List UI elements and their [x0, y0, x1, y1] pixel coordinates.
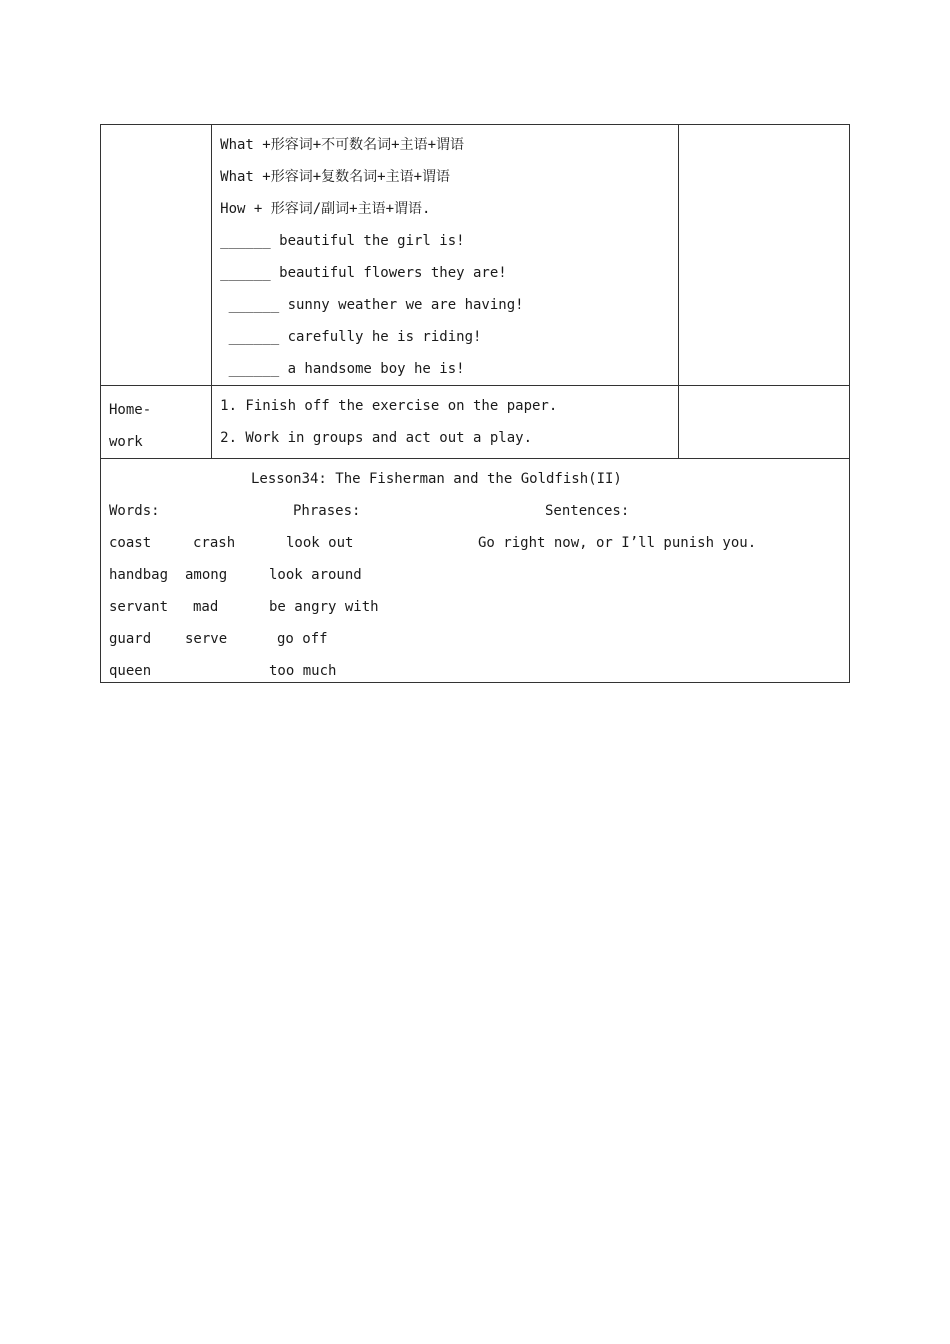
homework-label-cell: [101, 386, 212, 459]
lesson-plan-table: [100, 124, 850, 683]
lesson-title: Lesson34: The Fisherman and the Goldfish(II): [251, 471, 622, 487]
word-item: crash: [193, 535, 236, 551]
sentence-item: Go right now, or I’ll punish you.: [478, 535, 757, 551]
sentences-header: Sentences:: [545, 503, 630, 519]
exercise-line: ______ sunny weather we are having!: [220, 297, 524, 313]
phrase-item: too much: [269, 663, 337, 679]
phrase-item: look out: [286, 535, 354, 551]
homework-label: Home-: [109, 402, 152, 418]
words-header: Words:: [109, 503, 160, 519]
exercise-line: ______ a handsome boy he is!: [220, 361, 465, 377]
word-item: mad: [193, 599, 219, 615]
homework-row: [101, 386, 850, 459]
word-item: servant: [109, 599, 169, 615]
word-item: queen: [109, 663, 152, 679]
grammar-right-cell: [678, 125, 849, 386]
grammar-rule-line: What +形容词+不可数名词+主语+谓语: [220, 137, 464, 153]
grammar-rule-line: What +形容词+复数名词+主语+谓语: [220, 169, 450, 185]
word-item: guard: [109, 631, 152, 647]
phrase-item: look around: [269, 567, 362, 583]
lesson-cell: [101, 459, 850, 683]
homework-item: 1. Finish off the exercise on the paper.: [220, 398, 558, 414]
word-item: among: [185, 567, 228, 583]
grammar-left-cell: [101, 125, 212, 386]
word-item: coast: [109, 535, 152, 551]
homework-right-cell: [678, 386, 849, 459]
homework-label: work: [109, 434, 143, 450]
word-item: serve: [185, 631, 228, 647]
phrases-header: Phrases:: [293, 503, 361, 519]
phrase-item: go off: [277, 631, 328, 647]
homework-item: 2. Work in groups and act out a play.: [220, 430, 533, 446]
grammar-row: [101, 125, 850, 386]
lesson-row: [101, 459, 850, 683]
exercise-line: ______ carefully he is riding!: [220, 329, 482, 345]
word-item: handbag: [109, 567, 169, 583]
exercise-line: ______ beautiful flowers they are!: [220, 265, 507, 281]
exercise-line: ______ beautiful the girl is!: [220, 233, 465, 249]
phrase-item: be angry with: [269, 599, 379, 615]
grammar-content-cell: [212, 125, 679, 386]
lesson-content: [101, 459, 849, 682]
homework-content-cell: [212, 386, 679, 459]
grammar-rule-line: How + 形容词/副词+主语+谓语.: [220, 201, 431, 217]
